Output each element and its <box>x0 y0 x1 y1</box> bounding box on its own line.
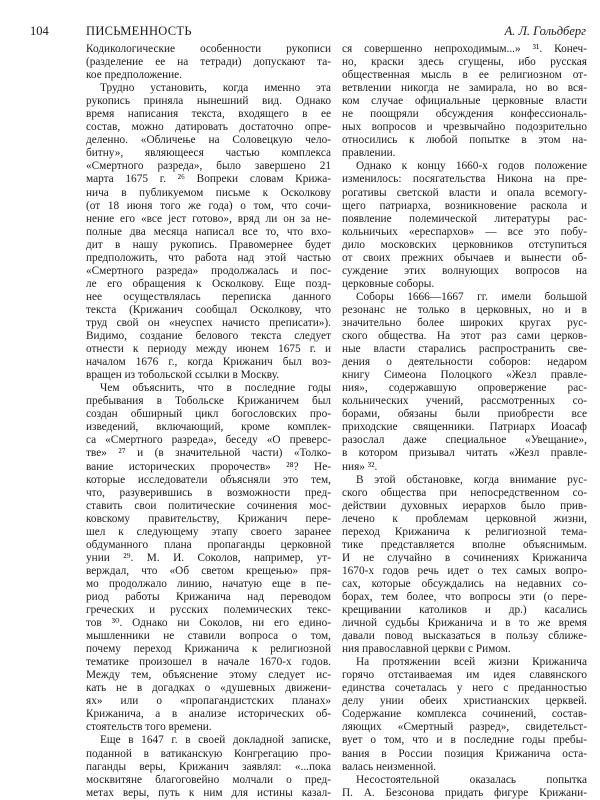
text-line: марта 1675 г. ²⁶ Вопреки словам Крижа- <box>86 173 331 186</box>
text-line: ковскому правительству, Крижанич пере- <box>86 512 331 525</box>
text-line: ях» или о «пропагандистских планах» <box>86 695 331 708</box>
text-line: время написания текста, входящего в ее <box>86 108 331 121</box>
text-line: «Смертного разреда» продолжалась и пос- <box>86 264 331 277</box>
text-line: Содержание комплекса сочинений, состав- <box>342 708 587 721</box>
text-line: мо продолжало линию, начатую еще в пе- <box>86 577 331 590</box>
text-line: но, краски здесь сгущены, ибо русская <box>342 56 587 69</box>
text-line: Крижанича, а в анализе исторических об- <box>86 708 331 721</box>
text-line: вращен из тобольской ссылки в Москву. <box>86 369 280 382</box>
text-line: На протяжении всей жизни Крижанича <box>356 656 587 669</box>
text-line: Кодикологические особенности рукописи <box>86 43 331 55</box>
text-line: ния», содержавшую опровержение рас- <box>342 382 587 395</box>
text-line: ния православной церкви с Римом. <box>342 643 511 656</box>
text-line: нее осуществлялась переписка данного <box>86 290 331 303</box>
text-line: москвитяне благоговейно молчали о пред- <box>86 773 331 786</box>
text-line: тве» ²⁷ и (в значительной части) «Толко- <box>86 447 331 460</box>
text-line: относились к любой попытке в этом на- <box>342 134 587 147</box>
text-line: (от 18 июня того же года) о том, что сочи- <box>86 199 331 212</box>
text-line: кать не в догадках о «душевных движени- <box>86 682 331 695</box>
text-line: метах веры, путь к ним для истины казал- <box>86 786 331 799</box>
section-title: ПИСЬМЕННОСТЬ <box>86 24 192 38</box>
text-line: резонанс не только в церковных, но и в <box>342 303 587 316</box>
right-text-column <box>342 43 587 800</box>
text-line: ных вопросов и чрезвычайно подозрительно <box>342 121 587 134</box>
text-line: Еще в 1647 г. в своей докладной записке, <box>100 734 331 747</box>
text-line: Между тем, объяснение этому следует ис- <box>86 669 331 682</box>
text-line: ского общества при непосредственном со- <box>342 486 587 499</box>
text-line: валась неизменной. <box>342 760 437 773</box>
text-line: Соборы 1666—1667 гг. имели большой <box>356 290 587 303</box>
text-line: ле его обращения к Осколкову. Еще позд- <box>86 277 331 290</box>
text-line: общественная мысль в ее религиозном от- <box>342 69 587 82</box>
page-header <box>30 24 586 40</box>
text-line: пребывания в Тобольске Крижаничем был <box>86 395 331 408</box>
text-line: унии ²⁹. М. И. Соколов, например, ут- <box>86 551 331 564</box>
text-line: вует о том, что и в последние годы пребы- <box>342 734 587 747</box>
text-line: от своих прежних обычаев и вынести об- <box>342 251 587 264</box>
text-line: в котором призывал читать «Жезл правле- <box>342 447 587 460</box>
text-line: полные два месяца написал все то, что вхо- <box>86 225 331 238</box>
text-line: делу унии обеих христианских церквей. <box>342 695 587 708</box>
text-line: кольнических учений, рассмотренных со- <box>342 395 587 408</box>
text-line: деленно. «Обличење на Соловецкую чело- <box>86 134 331 147</box>
text-line: Чем объяснить, что в последние годы <box>100 382 331 395</box>
text-line: не поощряли обсуждения конфессиональ- <box>342 108 587 121</box>
text-line: дит в нашу рукопись. Правомернее будет <box>86 238 331 251</box>
text-line: ния» ³². <box>342 460 378 473</box>
text-line: переход Крижанича к религиозной тема- <box>342 525 587 538</box>
text-line: которые исследователи объясняли это тем, <box>86 473 331 486</box>
text-line: нича в публикуемом письме к Осколкову <box>86 186 331 199</box>
text-line: значительно более широких кругах рус- <box>342 316 587 329</box>
text-line: тематике произошел в начале 1670-х годов. <box>86 656 331 669</box>
text-line: труд свой он «неуспех начисто преписати»). <box>86 316 331 329</box>
text-line: давали повод высказаться в пользу сближе- <box>342 630 587 643</box>
text-line: (разделение ее на тетради) допускают та- <box>86 56 331 69</box>
left-text-column <box>86 43 331 800</box>
text-line: личной судьбы Крижанича и в то же время <box>342 617 587 630</box>
text-line: предположить, что работа над этой частью <box>86 251 331 264</box>
text-line: борами, обязаны были приобрести все <box>342 408 587 421</box>
text-line: греческих и русских полемических текс- <box>86 604 331 617</box>
text-line: горячо отстаиваемая им идея славянского <box>342 669 587 682</box>
text-line: крещивании католиков и др.) касались <box>342 604 587 617</box>
page-number: 104 <box>30 24 49 38</box>
text-line: действии духовных иерархов было прив- <box>342 499 587 512</box>
running-author: А. Л. Гольдберг <box>504 24 586 38</box>
text-line: шел к следующему этапу своего заранее <box>86 525 331 538</box>
text-line: П. А. Безсонова придать фигуре Крижани- <box>342 786 587 799</box>
text-line: ветвлении никогда не замирала, но во вся- <box>342 82 587 95</box>
text-line: щего патриарха, возникновение раскола и <box>342 199 587 212</box>
text-line: книгу Симеона Полоцкого «Жезл правле- <box>342 369 587 382</box>
text-line: «Смертного разреда», было завершено 21 <box>86 160 331 173</box>
text-line: появление полемической литературы рас- <box>342 212 587 225</box>
text-line: ные власти старались распространить све- <box>342 343 587 356</box>
text-line: В этой обстановке, когда внимание рус- <box>356 473 587 486</box>
text-line: Видимо, создание белового текста следует <box>86 330 331 343</box>
text-line: состав, можно датировать достаточно опре- <box>86 121 331 134</box>
text-line: верждал, что «Об светом крещењю» пря- <box>86 564 331 577</box>
text-line: ком случае официальные церковные власти <box>342 95 587 108</box>
text-line: обдуманного плана пропаганды церковной <box>86 538 331 551</box>
text-line: приходские священники. Патриарх Иоасаф <box>342 421 587 434</box>
text-line: изведений, включающий, кроме комплек- <box>86 421 331 434</box>
text-line: рогативы светской власти и опала всемогу- <box>342 186 587 199</box>
text-line: Однако к концу 1660-х годов положение <box>356 160 587 173</box>
text-line: са «Смертного разреда», беседу «О преверс- <box>86 434 331 447</box>
text-line: тике представляется вполне объяснимым. <box>342 538 587 551</box>
text-line: создан обширный цикл богословских про- <box>86 408 331 421</box>
text-line: кольничьих «ереспархов» — все это побу- <box>342 225 587 238</box>
text-line: ставить свои политические сочинения мос- <box>86 499 331 512</box>
text-line: вания в России позиция Крижанича оста- <box>342 747 587 760</box>
text-line: дения о деятельности соборов: недаром <box>342 356 587 369</box>
text-line: разослал даже специальное «Увещание», <box>342 434 587 447</box>
text-line: Трудно установить, когда именно эта <box>100 82 331 95</box>
text-line: единства сочеталась у него с преданностью <box>342 682 587 695</box>
text-line: битну», являющееся частью комплекса <box>86 147 331 160</box>
text-line: отнести к периоду между июнем 1675 г. и <box>86 343 331 356</box>
text-line: вание исторических пророчеств» ²⁸? Не- <box>86 460 331 473</box>
text-line: сах, которые обсуждались на недавних со- <box>342 577 587 590</box>
text-line: мышленники не ставили вопроса о том, <box>86 630 331 643</box>
text-line: кое предположение. <box>86 69 182 82</box>
text-line: почему переход Крижанича к религиозной <box>86 643 331 656</box>
text-line: риод работы Крижанича над переводом <box>86 590 331 603</box>
text-line: текста (Крижанич сообщал Осколкову, что <box>86 303 331 316</box>
text-line: ского общества. На этот раз сами церков- <box>342 330 587 343</box>
text-line: Несостоятельной оказалась попытка <box>356 773 587 786</box>
text-line: паганды веры, Крижанич заявлял: «...пока <box>86 760 331 773</box>
text-line: И не случайно в сочинениях Крижанича <box>342 551 587 564</box>
text-line: ся совершенно непроходимым...» ³¹. Конеч- <box>342 43 587 55</box>
text-line: 1670-х годов речь идет о тех самых вопро- <box>342 564 587 577</box>
text-line: церковные соборы. <box>342 277 435 290</box>
text-line: нение его «все јест готово», вряд ли он за не- <box>86 212 331 225</box>
text-line: что, разуверившись в возможности пред- <box>86 486 331 499</box>
text-line: борах, тем более, что вопросы эти (о пере- <box>342 590 587 603</box>
text-line: тов ³⁰. Однако ни Соколов, ни его едино- <box>86 617 331 630</box>
text-line: суждение этих волнующих вопросов на <box>342 264 587 277</box>
text-line: началом 1676 г., когда Крижанич был воз- <box>86 356 331 369</box>
text-line: изменилось: посягательства Никона на пре- <box>342 173 587 186</box>
text-line: стоятельств того времени. <box>86 721 212 734</box>
text-line: поданной в ватиканскую Конгрегацию про- <box>86 747 331 760</box>
text-line: дило московских церковников отступиться <box>342 238 587 251</box>
text-line: ляющих «Смертный разред», свидетельст- <box>342 721 587 734</box>
text-line: лечено к проблемам церковной жизни, <box>342 512 587 525</box>
text-line: рукопись приняла нынешний вид. Однако <box>86 95 331 108</box>
text-line: правлении. <box>342 147 396 160</box>
